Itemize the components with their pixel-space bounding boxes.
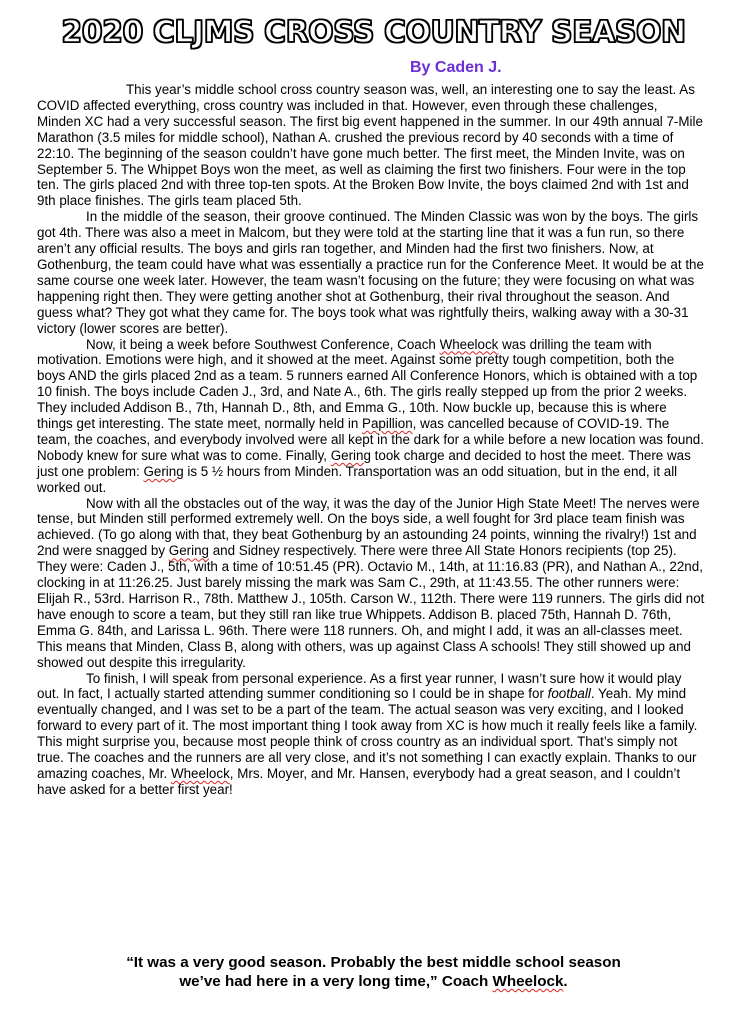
text-run: and Sidney respectively. There were three All State Honors recipients (top 25). They were: Caden J., 5th, with a time of 10:51.45 (PR). Octavio M., 14th, at 11:16.83 (PR), and Nathan A., 22nd, clocking in at 11:26.25. Just barely missing the mark was Sam C., 29th, at 11:43.55. The other runners were: Elijah R., 53rd. Harrison R., 78th. Matthew J., 105th. Carson W., 112th. There were 119 runners. The girls did not have enough to score a team, but they still ran like true Whippets. Addison B. placed 75th, Hannah D. 76th, Emma G. 84th, and Larissa L. 96th. There were 118 runners. Oh, and might I add, it was an all-classes meet. This means that Minden, Class B, along with others, was up against Class A schools! They still showed up and showed out despite this irregularity. <box>37 543 705 670</box>
text-run: Now, it being a week before Southwest Conference, Coach <box>86 336 440 352</box>
misspelled-word: Gering <box>168 543 209 559</box>
page-title: 2020 CLJMS CROSS COUNTRY SEASON <box>61 15 686 50</box>
text-run: was drilling the team with motivation. Emotions were high, and it showed at the meet. Against some pretty tough competition, both the boys AND the girls placed 2nd as a team. 5 runners earned All Conference Honors, which is obtained with a top 10 finish. The boys include Caden J., 3rd, and Nate A., 6th. The girls really stepped up from the prior 2 weeks. They included Addison B., 7th, Hannah D., 8th, and Emma G., 10th. Now buckle up, because this is where things get interesting. The state meet, normally held in <box>37 336 698 432</box>
paragraph-5 <box>37 671 705 798</box>
text-run: . Yeah. My mind eventually changed, and I was set to be a part of the team. The actual season was very exciting, and I looked forward to every part of it. The most important thing I took away from XC is how much it really feels like a family. This might surprise you, because most people think of cross country as an individual sport. That’s simply not true. The coaches and the runners are all very close, and it’s not something I can exactly explain. Thanks to our amazing coaches, Mr. <box>37 686 698 781</box>
text-run: , was cancelled because of COVID-19. The team, the coaches, and everybody involved were all kept in the dark for a while before a new location was found. Nobody knew for sure what was to come. Finally, <box>37 416 704 463</box>
emphasized-word: football <box>547 686 591 702</box>
text-run: is 5 ½ hours from Minden. Transportation was an odd situation, but in the end, it all worked out. <box>37 463 678 495</box>
misspelled-word: Wheelock <box>492 973 564 990</box>
misspelled-word: Papillion <box>362 416 413 432</box>
article-body <box>37 82 705 798</box>
text-run: took charge and decided to host the meet. There was just one problem: <box>37 447 691 479</box>
text-run: we’ve had here in a very long time,” Coach <box>179 973 493 990</box>
misspelled-word: Gering <box>143 463 184 479</box>
paragraph-4 <box>37 496 705 671</box>
pull-quote <box>0 953 747 991</box>
misspelled-word: Wheelock <box>170 765 230 781</box>
paragraph-3 <box>37 337 705 496</box>
text-run: . <box>563 973 568 990</box>
text-run: To finish, I will speak from personal experience. As a first year runner, I wasn’t sure how it would play out. In fact, I actually started attending summer conditioning so I could be in shape for <box>37 670 682 702</box>
misspelled-word: Gering <box>330 447 371 463</box>
misspelled-word: Wheelock <box>439 336 499 352</box>
byline: By Caden J. <box>410 59 502 76</box>
paragraph-1: This year’s middle school cross country season was, well, an interesting one to say the least. As COVID affected everything, cross country was included in that. However, even through these challenges, Minden XC had a very successful season. The first big event happened in the summer. In our 49th annual 7-Mile Marathon (3.5 miles for middle school), Nathan A. crushed the previous record by 40 seconds with a time of 22:10. The beginning of the season couldn’t have gone much better. The first meet, the Minden Invite, was on September 5. The Whippet Boys won the meet, as well as claiming the first two finishers. Four were in the top ten. The girls placed 2nd with three top-ten spots. At the Broken Bow Invite, the boys claimed 2nd with 1st and 9th place finishes. The girls team placed 5th. <box>37 82 703 209</box>
quote-line-1: “It was a very good season. Probably the best middle school season <box>126 954 621 971</box>
text-run: , Mrs. Moyer, and Mr. Hansen, everybody had a great season, and I couldn’t have asked for a better first year! <box>37 765 681 797</box>
paragraph-2: In the middle of the season, their groove continued. The Minden Classic was won by the boys. The girls got 4th. There was also a meet in Malcom, but they were told at the starting line that it was a fun run, so there aren’t any official results. The boys and girls ran together, and Minden had the first two finishers. Now, at Gothenburg, the team could have what was essentially a practice run for the Conference Meet. It would be at the same course one week later. However, the team wasn’t focusing on the future; they were focusing on what was happening right then. They were getting another shot at Gothenburg, their rival throughout the season. And guess what? They got what they came for. The boys took what was rightfully theirs, walking away with a 30-31 victory (lower scores are better). <box>37 209 704 336</box>
quote-line-2 <box>0 972 747 991</box>
text-run: Now with all the obstacles out of the way, it was the day of the Junior High State Meet! The nerves were tense, but Minden still performed extremely well. On the boys side, a well fought for 3rd place team finish was achieved. (To go along with that, they beat Gothenburg by an astounding 24 points, winning the rivalry!) 1st and 2nd were snagged by <box>37 495 700 559</box>
